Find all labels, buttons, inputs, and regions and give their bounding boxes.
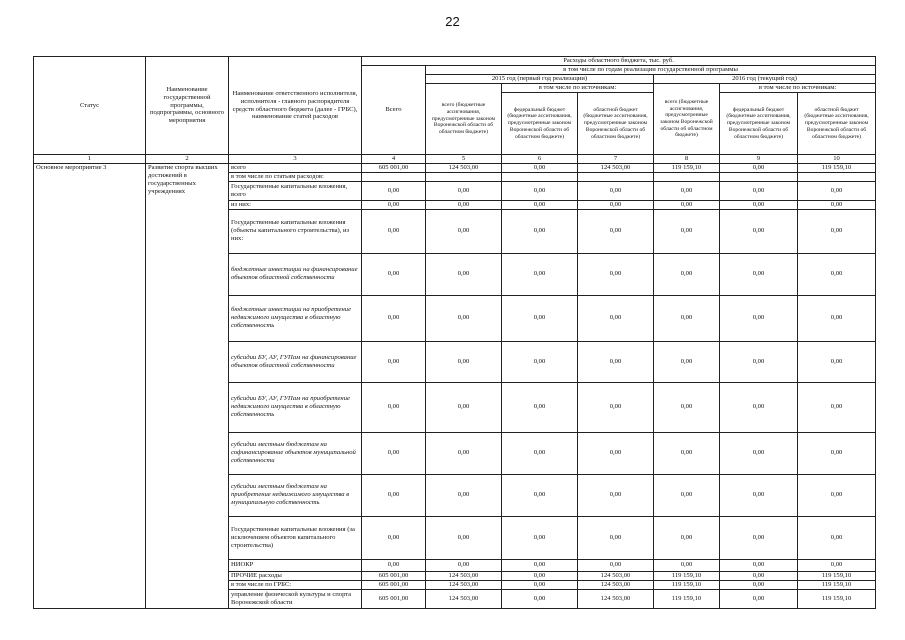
- row-label: Государственные капитальные вложения, всего: [229, 181, 362, 200]
- cell-2015-all: 0,00: [426, 295, 502, 341]
- cell-2015-federal: 0,00: [502, 474, 578, 516]
- page-number: 22: [445, 14, 460, 29]
- cell-2015-federal: 0,00: [502, 295, 578, 341]
- cell-2015-all: 0,00: [426, 341, 502, 382]
- cell-2015-regional: 0,00: [578, 559, 654, 571]
- cell-2016-regional: 0,00: [798, 516, 876, 559]
- program-cell: Развитие спорта высших достижений в государственных учреждениях: [146, 163, 229, 608]
- cell-2015-federal: 0,00: [502, 163, 578, 172]
- cell-2015-regional: 0,00: [578, 209, 654, 253]
- cell-2015-regional: 0,00: [578, 253, 654, 295]
- cell-total: 605 001,00: [362, 163, 426, 172]
- cell-2016-all: 0,00: [654, 181, 720, 200]
- cell-2016-federal: 0,00: [720, 559, 798, 571]
- cell-2015-regional: [578, 172, 654, 181]
- cell-2016-all: 0,00: [654, 474, 720, 516]
- cell-2015-regional: 0,00: [578, 474, 654, 516]
- cell-2016-all: 119 159,10: [654, 580, 720, 589]
- cell-2016-regional: 0,00: [798, 295, 876, 341]
- cell-2016-regional: [798, 172, 876, 181]
- cell-2015-federal: 0,00: [502, 589, 578, 608]
- cell-2016-federal: 0,00: [720, 295, 798, 341]
- cell-total: 0,00: [362, 341, 426, 382]
- row-label: субсидии БУ, АУ, ГУПам на приобретение недвижимого имущества в областную собственность: [229, 382, 362, 432]
- cell-2015-regional: 124 503,00: [578, 163, 654, 172]
- cell-2015-federal: 0,00: [502, 571, 578, 580]
- cell-2016-all: 119 159,10: [654, 571, 720, 580]
- cell-2015-regional: 124 503,00: [578, 589, 654, 608]
- header-total: Всего: [362, 66, 426, 155]
- row-label: Государственные капитальные вложения (объекты капитального строительства), из них:: [229, 209, 362, 253]
- column-number: 3: [229, 155, 362, 164]
- cell-2016-federal: 0,00: [720, 163, 798, 172]
- cell-2016-all: 0,00: [654, 295, 720, 341]
- cell-2016-federal: 0,00: [720, 580, 798, 589]
- cell-2016-federal: 0,00: [720, 200, 798, 209]
- row-label: НИОКР: [229, 559, 362, 571]
- cell-2016-all: 119 159,10: [654, 589, 720, 608]
- cell-2016-all: 0,00: [654, 432, 720, 474]
- cell-total: 605 001,00: [362, 571, 426, 580]
- cell-2016-federal: 0,00: [720, 589, 798, 608]
- row-label: субсидии местным бюджетам на приобретение недвижимого имущества в муниципальную собственность: [229, 474, 362, 516]
- row-label: управление физической культуры и спорта Воронежской области: [229, 589, 362, 608]
- cell-2015-federal: 0,00: [502, 559, 578, 571]
- cell-2015-regional: 0,00: [578, 295, 654, 341]
- cell-2015-federal: [502, 172, 578, 181]
- row-label: субсидии БУ, АУ, ГУПам на финансирование объектов областной собственности: [229, 341, 362, 382]
- cell-2016-regional: 0,00: [798, 382, 876, 432]
- cell-2015-regional: 0,00: [578, 200, 654, 209]
- row-label: в том числе по ГРБС:: [229, 580, 362, 589]
- cell-2016-federal: 0,00: [720, 382, 798, 432]
- cell-2015-all: 0,00: [426, 209, 502, 253]
- cell-2015-regional: 0,00: [578, 341, 654, 382]
- cell-2016-federal: 0,00: [720, 181, 798, 200]
- cell-total: 605 001,00: [362, 589, 426, 608]
- cell-total: 0,00: [362, 209, 426, 253]
- cell-2016-regional: 0,00: [798, 341, 876, 382]
- cell-2015-regional: 0,00: [578, 181, 654, 200]
- cell-2016-all: 0,00: [654, 382, 720, 432]
- cell-2016-all: 0,00: [654, 341, 720, 382]
- cell-total: 0,00: [362, 432, 426, 474]
- cell-2016-all: 0,00: [654, 209, 720, 253]
- column-number: 8: [654, 155, 720, 164]
- cell-2015-regional: 0,00: [578, 516, 654, 559]
- header-regional-2016: областной бюджет (бюджетные ассигнования, предусмотренные законом Воронежской области об областном бюджете): [798, 93, 876, 155]
- cell-2015-all: 0,00: [426, 181, 502, 200]
- cell-2016-all: [654, 172, 720, 181]
- cell-2016-regional: 119 159,10: [798, 163, 876, 172]
- cell-2015-all: [426, 172, 502, 181]
- header-federal-2015: федеральный бюджет (бюджетные ассигнования, предусмотренные законом Воронежской области об областном бюджете): [502, 93, 578, 155]
- cell-2016-all: 0,00: [654, 253, 720, 295]
- cell-2016-regional: 0,00: [798, 559, 876, 571]
- cell-2015-federal: 0,00: [502, 181, 578, 200]
- header-program-name: Наименование государственной программы, подпрограммы, основного мероприятия: [146, 57, 229, 155]
- cell-2016-regional: 0,00: [798, 474, 876, 516]
- column-number: 10: [798, 155, 876, 164]
- cell-total: 0,00: [362, 253, 426, 295]
- cell-2016-regional: 0,00: [798, 200, 876, 209]
- column-number: 9: [720, 155, 798, 164]
- header-executor: Наименование ответственного исполнителя, исполнителя - главного распорядителя средств областного бюджета (далее - ГРБС), наименование статей расходов: [229, 57, 362, 155]
- cell-2016-all: 0,00: [654, 516, 720, 559]
- cell-2015-all: 0,00: [426, 253, 502, 295]
- column-number: 4: [362, 155, 426, 164]
- cell-2016-regional: 119 159,10: [798, 571, 876, 580]
- header-status: Статус: [34, 57, 146, 155]
- row-label: субсидии местным бюджетам на софинансирование объектов муниципальной собственности: [229, 432, 362, 474]
- cell-2015-federal: 0,00: [502, 341, 578, 382]
- cell-2016-all: 119 159,10: [654, 163, 720, 172]
- cell-2015-federal: 0,00: [502, 580, 578, 589]
- cell-total: 0,00: [362, 295, 426, 341]
- row-label: бюджетные инвестиции на финансирование объектов областной собственности: [229, 253, 362, 295]
- header-federal-2016: федеральный бюджет (бюджетные ассигнования, предусмотренные законом Воронежской области об областном бюджете): [720, 93, 798, 155]
- cell-2015-federal: 0,00: [502, 382, 578, 432]
- cell-2015-all: 124 503,00: [426, 571, 502, 580]
- cell-2015-all: 0,00: [426, 516, 502, 559]
- cell-2015-regional: 0,00: [578, 382, 654, 432]
- cell-2016-regional: 0,00: [798, 253, 876, 295]
- row-label: из них:: [229, 200, 362, 209]
- cell-2016-federal: 0,00: [720, 571, 798, 580]
- cell-2016-federal: 0,00: [720, 516, 798, 559]
- cell-total: 0,00: [362, 200, 426, 209]
- header-all-2016: всего (бюджетные ассигнования, предусмотренные законом Воронежской области об областном бюджете): [654, 84, 720, 155]
- status-cell: Основное мероприятие 3: [34, 163, 146, 608]
- cell-2016-all: 0,00: [654, 559, 720, 571]
- cell-2016-federal: 0,00: [720, 253, 798, 295]
- cell-2015-federal: 0,00: [502, 209, 578, 253]
- header-regional-2015: областной бюджет (бюджетные ассигнования, предусмотренные законом Воронежской области об областном бюджете): [578, 93, 654, 155]
- cell-total: 0,00: [362, 559, 426, 571]
- cell-total: 0,00: [362, 181, 426, 200]
- cell-total: 0,00: [362, 516, 426, 559]
- header-sources-2015: в том числе по источникам:: [502, 84, 654, 93]
- column-number: 1: [34, 155, 146, 164]
- cell-2016-federal: 0,00: [720, 209, 798, 253]
- cell-2015-all: 0,00: [426, 432, 502, 474]
- cell-2015-regional: 0,00: [578, 432, 654, 474]
- cell-2016-all: 0,00: [654, 200, 720, 209]
- cell-2015-regional: 124 503,00: [578, 580, 654, 589]
- cell-2015-federal: 0,00: [502, 253, 578, 295]
- row-label: ПРОЧИЕ расходы: [229, 571, 362, 580]
- cell-2015-all: 0,00: [426, 474, 502, 516]
- column-number: 5: [426, 155, 502, 164]
- column-number-row: [34, 155, 876, 164]
- cell-total: [362, 172, 426, 181]
- expenses-table: [33, 56, 876, 609]
- cell-total: 0,00: [362, 382, 426, 432]
- row-label: всего: [229, 163, 362, 172]
- cell-2015-all: 0,00: [426, 200, 502, 209]
- cell-2016-regional: 0,00: [798, 181, 876, 200]
- cell-2015-all: 124 503,00: [426, 163, 502, 172]
- cell-2015-federal: 0,00: [502, 516, 578, 559]
- header-by-years: в том числе по годам реализации государственной программы: [426, 66, 876, 75]
- row-label: в том числе по статьям расходов:: [229, 172, 362, 181]
- cell-2016-federal: [720, 172, 798, 181]
- header-all-2015: всего (бюджетные ассигнования, предусмотренные законом Воронежской области об областном бюджете): [426, 84, 502, 155]
- row-label: бюджетные инвестиции на приобретение недвижимого имущества в областную собственность: [229, 295, 362, 341]
- cell-2016-federal: 0,00: [720, 341, 798, 382]
- cell-2015-federal: 0,00: [502, 200, 578, 209]
- header-year-2016: 2016 год (текущий год): [654, 75, 876, 84]
- cell-2016-federal: 0,00: [720, 474, 798, 516]
- cell-2015-regional: 124 503,00: [578, 571, 654, 580]
- cell-2016-regional: 0,00: [798, 209, 876, 253]
- cell-2015-all: 124 503,00: [426, 589, 502, 608]
- cell-total: 605 001,00: [362, 580, 426, 589]
- table-row: [34, 163, 876, 172]
- row-label: Государственные капитальные вложения (за исключением объектов капитального строительства): [229, 516, 362, 559]
- column-number: 2: [146, 155, 229, 164]
- cell-total: 0,00: [362, 474, 426, 516]
- cell-2015-all: 124 503,00: [426, 580, 502, 589]
- column-number: 6: [502, 155, 578, 164]
- cell-2015-all: 0,00: [426, 559, 502, 571]
- cell-2015-all: 0,00: [426, 382, 502, 432]
- header-year-2015: 2015 год (первый год реализации): [426, 75, 654, 84]
- column-number: 7: [578, 155, 654, 164]
- cell-2016-regional: 119 159,10: [798, 580, 876, 589]
- header-sources-2016: в том числе по источникам:: [720, 84, 876, 93]
- cell-2016-federal: 0,00: [720, 432, 798, 474]
- cell-2015-federal: 0,00: [502, 432, 578, 474]
- cell-2016-regional: 0,00: [798, 432, 876, 474]
- cell-2016-regional: 119 159,10: [798, 589, 876, 608]
- header-expenses-title: Расходы областного бюджета, тыс. руб.: [362, 57, 876, 66]
